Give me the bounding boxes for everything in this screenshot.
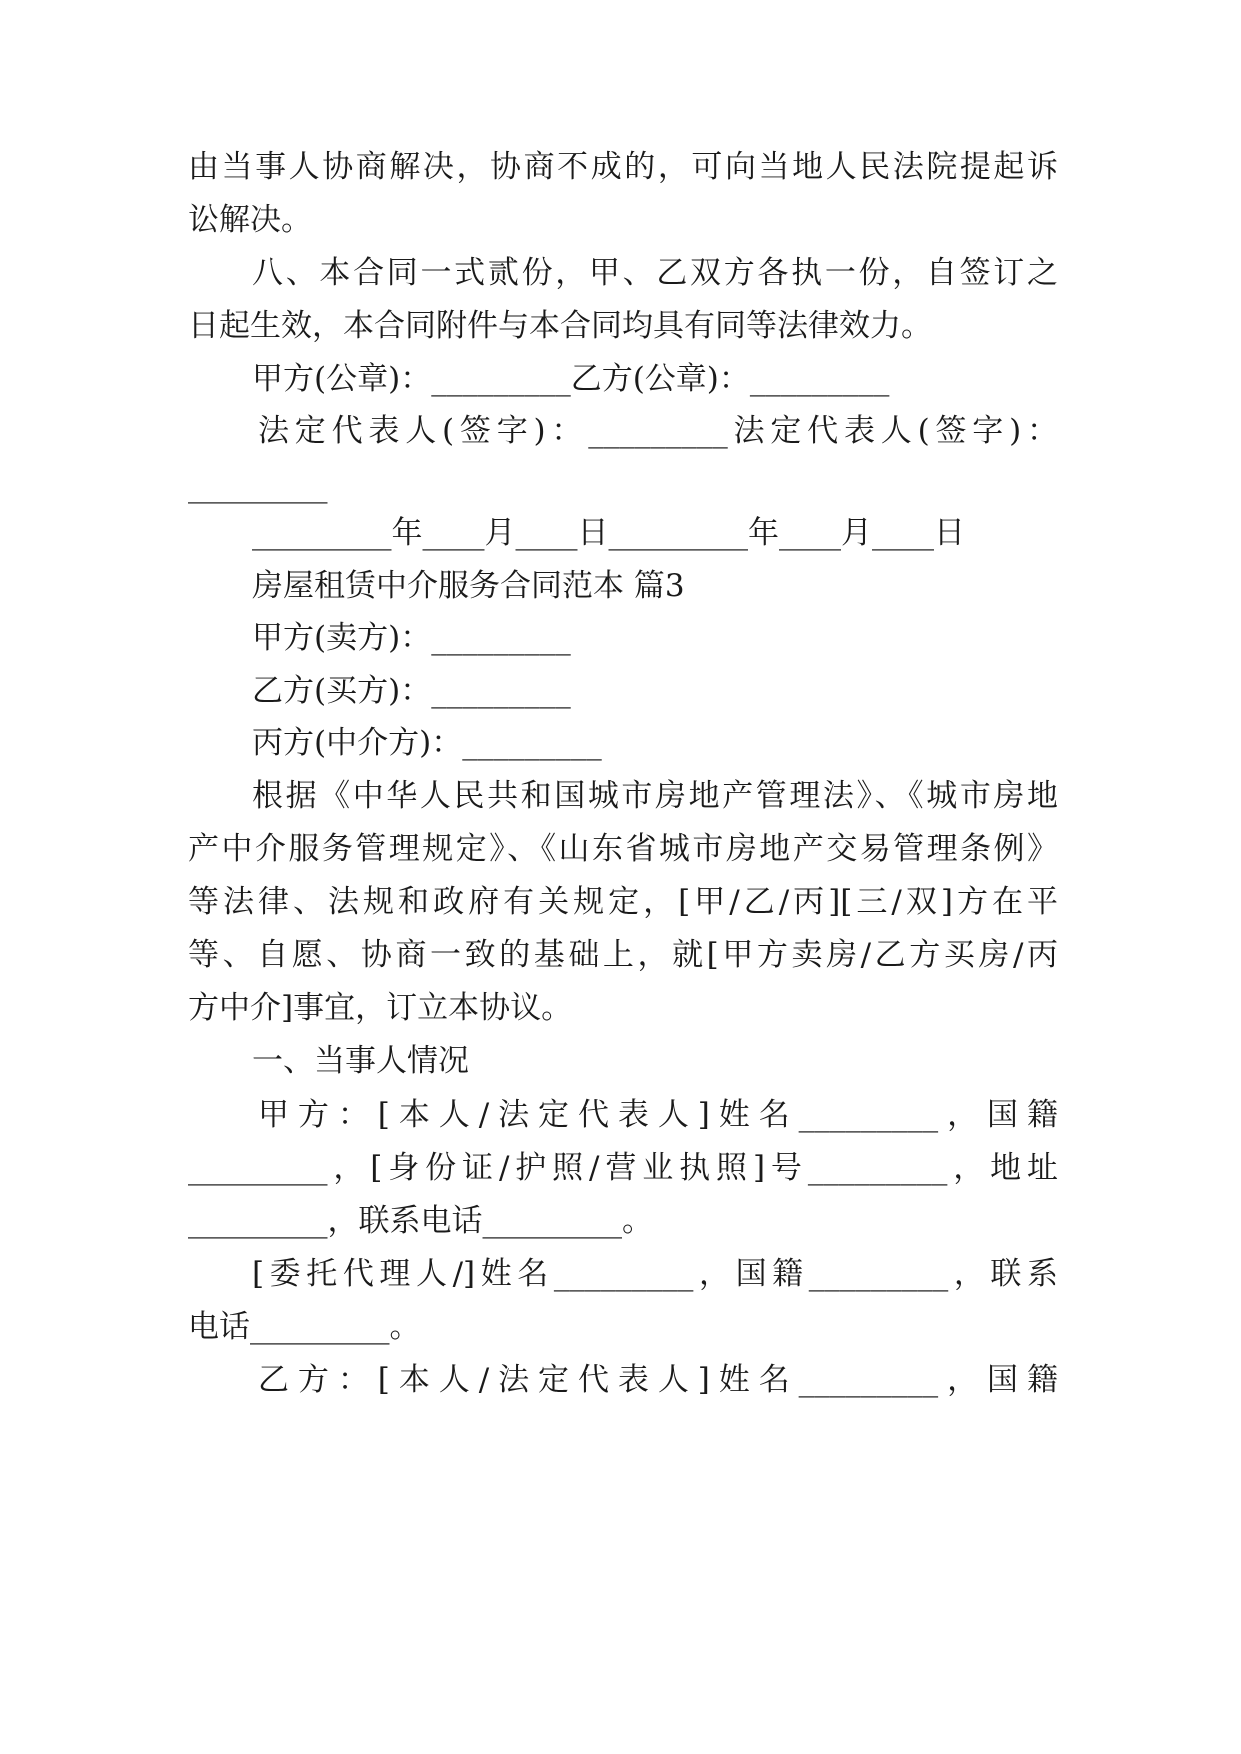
clause-heading: 一、当事人情况 (252, 1043, 469, 1079)
paragraph-line: 等法律、法规和政府有关规定，[甲/乙/丙][三/双]方在平 (188, 884, 1058, 920)
signature-line-representative: 法定代表人(签字)：_________法定代表人(签字)： (258, 413, 1058, 449)
paragraph-line: 甲方：[本人/法定代表人]姓名_________，国籍 (258, 1097, 1058, 1133)
paragraph-line: _________，[身份证/护照/营业执照]号_________，地址 (188, 1150, 1058, 1186)
paragraph-line: 八、本合同一式贰份，甲、乙双方各执一份，自签订之 (252, 255, 1058, 291)
paragraph-line: 等、自愿、协商一致的基础上，就[甲方卖房/乙方买房/丙 (188, 937, 1058, 973)
party-buyer-line: 乙方(买方)：_________ (252, 673, 571, 709)
paragraph-line: 由当事人协商解决，协商不成的，可向当地人民法院提起诉 (188, 149, 1058, 185)
party-seller-line: 甲方(卖方)：_________ (252, 620, 571, 656)
paragraph-line: 根据《中华人民共和国城市房地产管理法》、《城市房地 (252, 778, 1058, 814)
paragraph-line: 产中介服务管理规定》、《山东省城市房地产交易管理条例》 (188, 831, 1058, 867)
paragraph-line: 乙方：[本人/法定代表人]姓名_________，国籍 (258, 1362, 1058, 1398)
paragraph-line: 电话_________。 (188, 1309, 421, 1345)
signature-line-seal: 甲方(公章)：_________乙方(公章)：_________ (252, 361, 890, 397)
section-heading: 房屋租赁中介服务合同范本 篇3 (252, 568, 685, 604)
signature-blank: _________ (188, 468, 328, 504)
paragraph-line: 方中介]事宜，订立本协议。 (188, 990, 573, 1026)
party-agent-line: 丙方(中介方)：_________ (252, 725, 602, 761)
paragraph-line: 日起生效，本合同附件与本合同均具有同等法律效力。 (188, 308, 932, 344)
paragraph-line: _________，联系电话_________。 (188, 1203, 653, 1239)
paragraph-line: [委托代理人/]姓名_________，国籍_________，联系 (252, 1256, 1058, 1292)
signature-date-line: _________年____月____日_________年____月____日 (252, 515, 965, 551)
paragraph-line: 讼解决。 (188, 202, 312, 238)
